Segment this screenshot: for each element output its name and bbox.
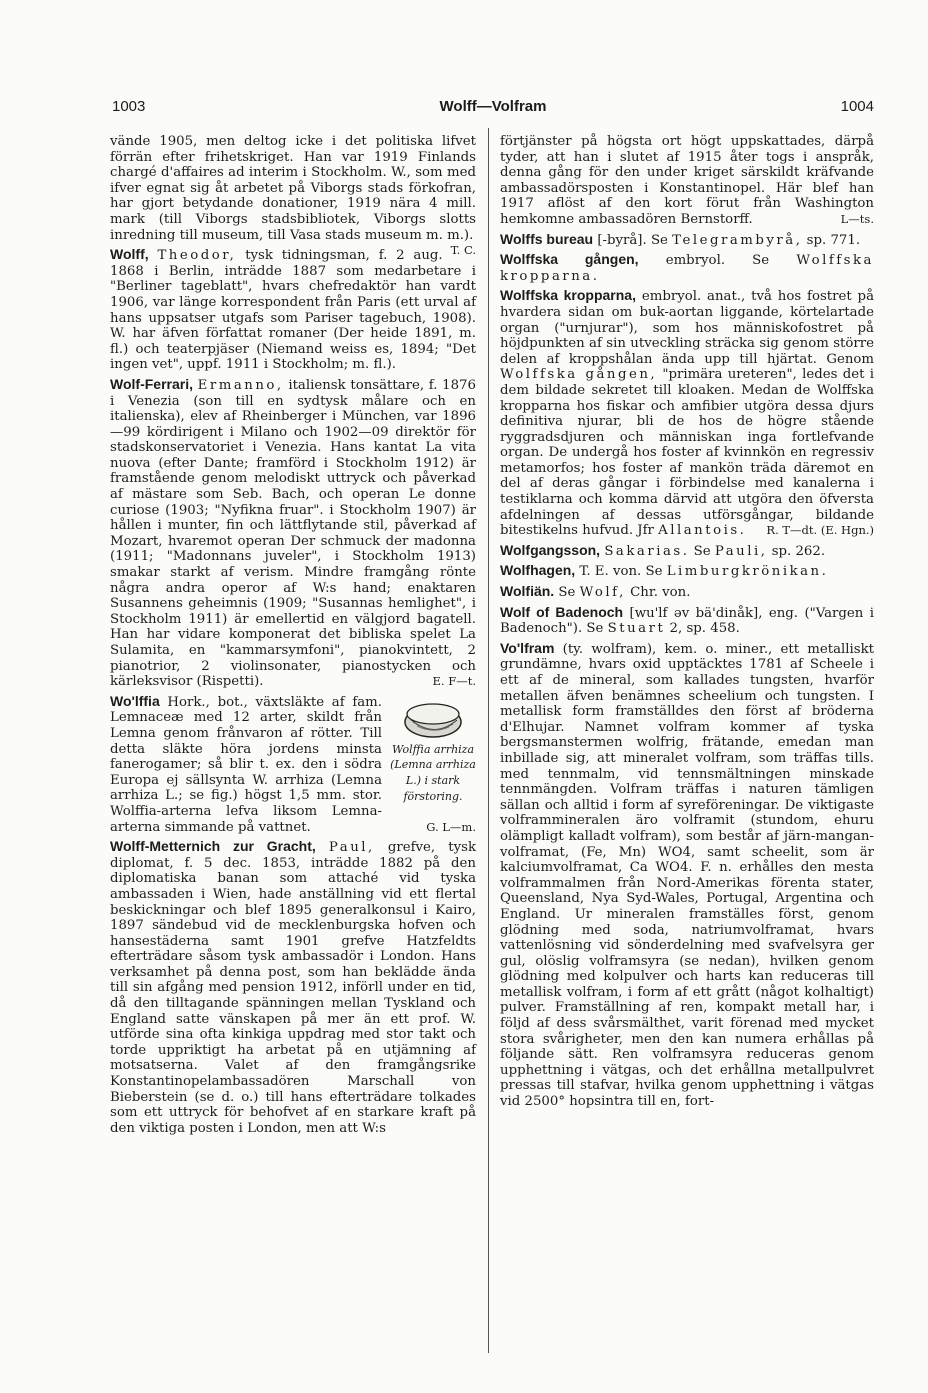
cross-reference: Wolffska kropparna.	[500, 253, 874, 284]
entry-wolfhagen: Wolfhagen, T. E. von. Se Limburgkrönikan.	[500, 562, 829, 580]
headword: Wolffska gången,	[500, 251, 639, 268]
entry-wolff-theodor: Wolff, Theodor, tysk tidningsman, f. 2 aug. 1868 i Berlin, inträdde 1887 som medarbetare i "Berliner tageblatt", hvars chefredaktör han vardt 1906, var länge korrespondent från Paris (ett urval af hans uppsatser utgafs som Pariser tagebuch, 1908). W. har äfven författat romaner (Der heide 1891, m. fl.) och teaterpjäser (Niemand weiss es, 1894; "Det ingen vet", uppf. 1911 i Stockholm; m. fl.).	[110, 246, 476, 373]
entry-continuation: förtjänster på högsta ort högt uppskattades, därpå tyder, att han i slutet af 1915 åter togs i anspråk, denna gång för den under kriget särskildt kräfvande ambassadörsposten i Konstantinopel. Här blef han 1917 aflöst af den kort förut från Washington hemkomne ambassadören Bernstorff. L—ts.	[500, 134, 874, 227]
headword: Wolffska kropparna,	[500, 287, 636, 304]
headword: Wolfhagen,	[500, 562, 576, 579]
headword: Wo'lffia	[110, 692, 160, 709]
left-column	[110, 134, 476, 1140]
entry-wolf-ferrari: Wolf-Ferrari, Ermanno, italiensk tonsättare, f. 1876 i Venezia (son till en sydtysk målare och en italienska), elev af Rheinberger i München, var 1896—99 kördirigent i Milano och 1902—09 direktör för stadskonservatoriet i Venezia. Hans kantat La vita nuova (efter Dante; framförd i Stockholm 1912) är framstående genom melodiskt uttryck och påverkad af mästare som Seb. Bach, och operan Le donne curiose (1903; "Nyfikna fruar". i Stockholm 1907) är hållen i munter, fin och lättflytande stil, påverkad af Mozart, hvaremot operan Der schmuck der madonna (1911; "Madonnans juveler", i Stockholm 1913) smakar starkt af verism. Mindre framgång rönte några andra operor af W:s hand; enaktaren Susannens geheimnis (1909; "Susannas hemlighet", i Stockholm 1911) är emellertid en välgjord bagatell. Han har vidare komponerat det bibliska spelet La Sulamita, en "kammarsymfoni", pianokvintett, 2 pianotrior, 2 violinsonater, pianostycken och kärleksvisor (Rispetti). E. F—t.	[110, 375, 476, 690]
cross-reference: Stuart	[607, 621, 666, 637]
author-signature: L—ts.	[840, 211, 874, 226]
running-title: Wolff—Volfram	[439, 98, 547, 115]
entry-wolffia: Wolffia arrhiza (Lemna arrhiza L.) i stark förstoring. Wo'lffia Hork., bot., växtsläkte af fam. Lemnaceæ med 12 arter, skildt från Lemna genom frånvaron af rötter. Till detta släkte höra jordens minsta fanerogamer; så blir t. ex. den i södra Europa ej sällsynta W. arrhiza (Lemna arrhiza L.; se fig.) högst 1,5 mm. stor. Wolffia-arterna lefva liksom Lemna-arterna simmande på vattnet. G. L—m.	[110, 692, 476, 835]
cross-reference: Telegrambyrå,	[672, 232, 803, 248]
headword: Wolffs bureau	[500, 230, 594, 247]
cross-reference: Pauli,	[714, 543, 768, 559]
headword: Wolfiän.	[500, 583, 555, 600]
column-divider	[488, 128, 489, 1353]
author-signature: G. L—m.	[426, 819, 476, 834]
page-header	[112, 98, 874, 120]
cross-reference: Wolf,	[579, 585, 626, 601]
cross-reference: Limburgkrönikan.	[666, 564, 829, 580]
cross-reference: Allantois.	[658, 523, 747, 539]
entry-wolffs-bureau: Wolffs bureau [-byrå]. Se Telegrambyrå, sp. 771.	[500, 230, 861, 248]
page-number-left: 1003	[112, 98, 146, 115]
cross-reference: Wolffska gången,	[500, 367, 658, 383]
headword: Wolff-Metternich zur Gracht,	[110, 838, 316, 855]
author-signature: R. T—dt. (E. Hgn.)	[766, 523, 874, 538]
wolffia-figure	[390, 696, 476, 804]
page-number-right: 1004	[840, 98, 874, 115]
headword: Vo'lfram	[500, 639, 555, 656]
entry-wolffska-kropparna: Wolffska kropparna, embryol. anat., två hos fostret på hvardera sidan om buk-aortan liggande, körtelartade organ ("urnjurar"), som hos människofostret på höjdpunkten af sin utveckling sträcka sig genom större delen af kroppshålan ända upp till hjärtat. Genom Wolffska gången, "primära ureteren", ledes det i dem bildade sekretet till kloaken. Medan de Wolffska kropparna hos fiskar och amfibier utgöra dessa djurs definitiva njurar, bli de hos de högre stående ryggradsdjuren och människan inga fortlefvande organ. De undergå hos foster af kvinnkön en regressiv metamorfos; hos foster af mankön träda däremot en del af deras gångar i förbindelse med kanalerna i testiklarna och komma därvid att utgöra den öfversta afdelningen af dessas utförsgångar, bildande bitestikelns hufvud. Jfr Allantois. R. T—dt. (E. Hgn.)	[500, 287, 874, 539]
headword: Wolfgangsson,	[500, 541, 601, 558]
headword: Wolf-Ferrari,	[110, 375, 193, 392]
entry-volfram: Vo'lfram (ty. wolfram), kem. o. miner., ett metalliskt grundämne, hvars oxid upptäcktes 1781 af Scheele i ett af de mineral, som kallades tungsten, hvarför metallen äfven benämnes scheelium och tungsten. I metallisk form framställdes den först af bröderna d'Elhujar. Namnet volfram kommer af tyska bergsmanstermen wolfrig, frätande, emedan man inbillade sig, att mineralet volfram, som träffas tills. med tennmalm, vid tennsmältningen minskade tennmängden. Volfram träffas i naturen tämligen sällan och alltid i form af syreföreningar. De viktigaste volframmineralen äro volframit (stundom, ehuru olämpligt kalladt volfram), som består af järn-mangan-volframat, (Fe, Mn) WO4, samt scheelit, som är kalciumvolframat, Ca WO4. F. n. erhålles den mesta volframmalmen från Nord-Amerikas förenta stater, Queensland, Nya Syd-Wales, Portugal, Argentina och England. Ur mineralen framställes först, genom glödning med soda, natriumvolframat, hvars vattenlösning vid sönderdelning med svafvelsyra ger gul, olöslig volframsyra (se nedan), hvilken genom glödning med kolpulver och harts kan reduceras till metallisk volfram, i form af ett grått (något kolhaltigt) pulver. Framställning af ren, kompakt metall har, i följd af dess svårsmälthet, varit förenad med mycket stora svårigheter, men den kan numera erhållas på följande sätt. Ren volframsyra reduceras genom upphettning i vätgas, och det erhållna metallpulvret pressas till stafvar, hvilka genom upphettning i vätgas vid 2500° hopsintra till en, fort-	[500, 639, 874, 1110]
right-column	[500, 134, 874, 1114]
wolffia-illustration	[401, 696, 465, 742]
entry-wolfgangsson: Wolfgangsson, Sakarias. Se Pauli, sp. 262.	[500, 541, 826, 559]
entry-wolfian: Wolfiän. Se Wolf, Chr. von.	[500, 583, 691, 601]
entry-wolff-metternich: Wolff-Metternich zur Gracht, Paul, grefve, tysk diplomat, f. 5 dec. 1853, inträdde 1882 på den diplomatiska banan som attaché vid tyska ambassaden i Wien, hade anställning vid ett flertal beskickningar och blef 1895 generalkonsul i Kairo, 1897 sändebud vid de mecklenburgska hofven och hansestäderna samt 1901 grefve Hatzfeldts efterträdare såsom tysk ambassadör i London. Hans verksamhet på denna post, som han beklädde ända till sin afgång med pension 1912, införll under en tid, då den tilltagande spänningen mellan Tyskland och England satte vänskapen på mer än ett prof. W. utförde sina ofta kinkiga uppdrag med stor takt och torde uppriktigt ha arbetat på en utjämning af motsatserna. Valet af den framgångsrike Konstantinopelambassadören Marschall von Bieberstein (se d. o.) till hans efterträdare tolkades som ett uttryck för behofvet af en starkare kraft på den viktiga posten i London, men att W:s	[110, 838, 477, 1136]
entry-wolf-of-badenoch: Wolf of Badenoch [wu'lf əv bä'dinåk], eng. ("Vargen i Badenoch"). Se Stuart 2, sp. 458.	[500, 603, 875, 637]
headword: Wolf of Badenoch	[500, 603, 624, 620]
entry-wolffska-gangen: Wolffska gången, embryol. Se Wolffska kropparna.	[500, 251, 874, 284]
headword: Wolff,	[110, 246, 149, 263]
figure-caption: Wolffia arrhiza (Lemna arrhiza L.) i stark förstoring.	[390, 742, 476, 803]
entry-continuation: vände 1905, men deltog icke i det politiska lifvet förrän efter frihetskriget. Han var 1919 Finlands chargé d'affaires ad interim i Stockholm. W., som med ifver egnat sig åt arbetet på Viborgs stads förkofran, har gjort betydande donationer, 1919 nära 4 mill. mark (till Viborgs stadsbibliotek, Viborgs slotts inredning till museum, till Vasa stads museum m. m.). T. C.	[110, 134, 476, 258]
author-signature: E. F—t.	[432, 674, 476, 689]
author-signature: T. C.	[450, 243, 476, 258]
